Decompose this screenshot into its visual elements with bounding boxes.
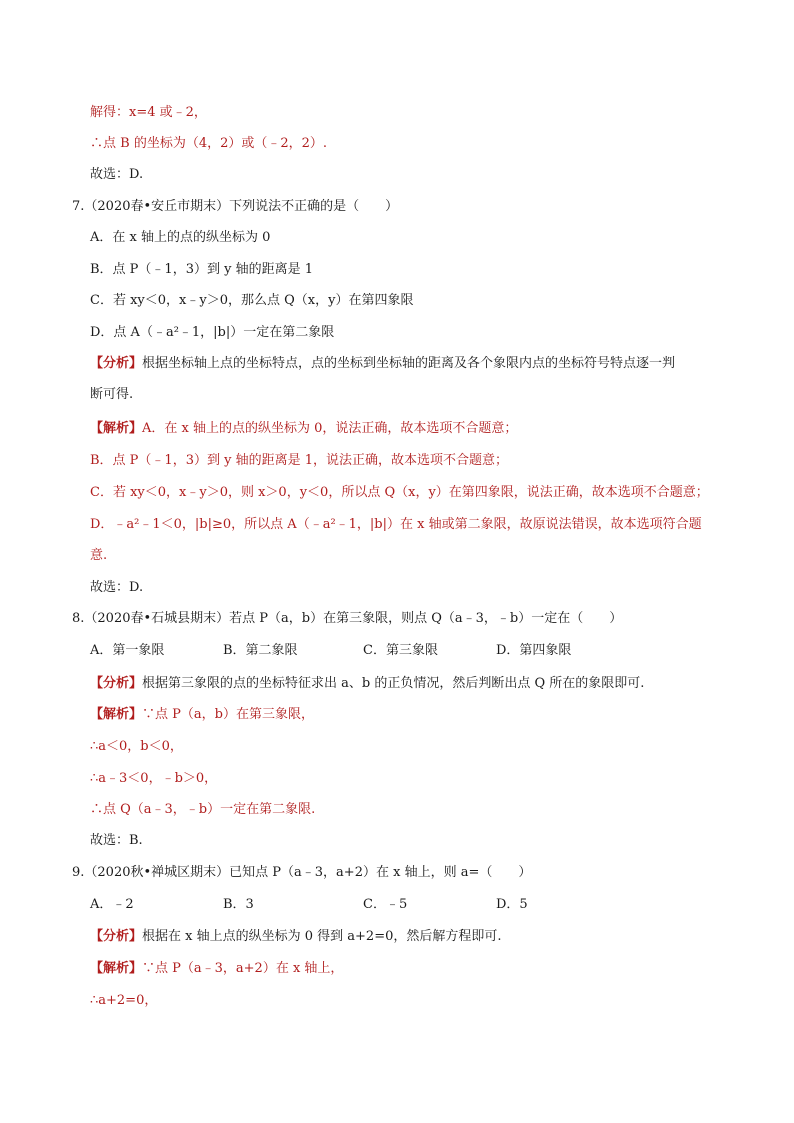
solution-line: 解得：x=4 或﹣2， [90, 105, 207, 120]
solution-tag: 【解析】 [90, 421, 143, 436]
analysis-line [90, 675, 644, 693]
option-c: C．﹣5 [363, 897, 408, 912]
option-c: C．第三象限 [363, 643, 438, 658]
question-8: 8.（2020春•石城县期末）若点 P（a，b）在第三象限，则点 Q（a﹣3，﹣b）一定在（ ） [72, 611, 623, 626]
solution-tag: 【解析】 [90, 961, 143, 976]
analysis-text: 根据第三象限的点的坐标特征求出 a、b 的正负情况，然后判断出点 Q 所在的象限即可. [142, 676, 645, 691]
solution-text: A．在 x 轴上的点的纵坐标为 0，说法正确，故本选项不合题意； [142, 421, 518, 436]
option-b: B．点 P（﹣1，3）到 y 轴的距离是 1 [90, 262, 313, 277]
analysis-tag: 【分析】 [90, 676, 143, 691]
solution-line: 意. [90, 548, 108, 563]
option-d: D．第四象限 [496, 643, 572, 658]
question-7: 7.（2020春•安丘市期末）下列说法不正确的是（ ） [72, 199, 399, 214]
solution-line: ∴a＜0，b＜0， [90, 739, 183, 754]
solution-line: ∴a+2=0， [90, 993, 158, 1008]
analysis-text: 根据在 x 轴上点的纵坐标为 0 得到 a+2=0，然后解方程即可. [142, 929, 502, 944]
analysis-line [90, 928, 502, 946]
option-c: C．若 xy＜0，x﹣y＞0，那么点 Q（x，y）在第四象限 [90, 293, 414, 308]
question-9: 9.（2020秋•禅城区期末）已知点 P（a﹣3，a+2）在 x 轴上，则 a=（ ） [72, 865, 532, 880]
option-a: A．在 x 轴上的点的纵坐标为 0 [90, 230, 271, 245]
solution-tag: 【解析】 [90, 707, 143, 722]
answer-line: 故选：D. [90, 580, 144, 595]
solution-line [90, 420, 517, 438]
solution-line: ∴点 Q（a﹣3，﹣b）一定在第二象限. [90, 802, 316, 817]
analysis-line [90, 355, 675, 373]
solution-line: C．若 xy＜0，x﹣y＞0，则 x＞0，y＜0，所以点 Q（x，y）在第四象限，说法正确，故本选项不合题意； [90, 485, 709, 500]
solution-line: ∴a﹣3＜0，﹣b＞0， [90, 771, 218, 786]
solution-text: ∵点 P（a﹣3，a+2）在 x 轴上， [142, 961, 344, 976]
option-d: D．点 A（﹣a²﹣1，|b|）一定在第二象限 [90, 325, 335, 340]
analysis-tag: 【分析】 [90, 356, 143, 371]
solution-text: ∵点 P（a，b）在第三象限， [142, 707, 314, 722]
analysis-tag: 【分析】 [90, 929, 143, 944]
option-a: A．﹣2 [90, 897, 134, 912]
option-b: B．第二象限 [223, 643, 298, 658]
solution-line: ∴点 B 的坐标为（4，2）或（﹣2，2）. [90, 136, 328, 151]
analysis-line: 断可得. [90, 387, 134, 402]
solution-line [90, 706, 314, 724]
answer-line: 故选：B. [90, 833, 143, 848]
analysis-text: 根据坐标轴上点的坐标特点，点的坐标到坐标轴的距离及各个象限内点的坐标符号特点逐一判 [142, 356, 676, 371]
option-b: B．3 [223, 897, 254, 912]
solution-line: B．点 P（﹣1，3）到 y 轴的距离是 1，说法正确，故本选项不合题意； [90, 453, 508, 468]
solution-line [90, 960, 343, 978]
solution-line: D．﹣a²﹣1＜0，|b|≥0，所以点 A（﹣a²﹣1，|b|）在 x 轴或第二象限，故原说法错误，故本选项符合题 [90, 517, 702, 532]
option-a: A．第一象限 [90, 643, 165, 658]
option-d: D．5 [496, 897, 528, 912]
answer-line: 故选：D. [90, 167, 144, 182]
